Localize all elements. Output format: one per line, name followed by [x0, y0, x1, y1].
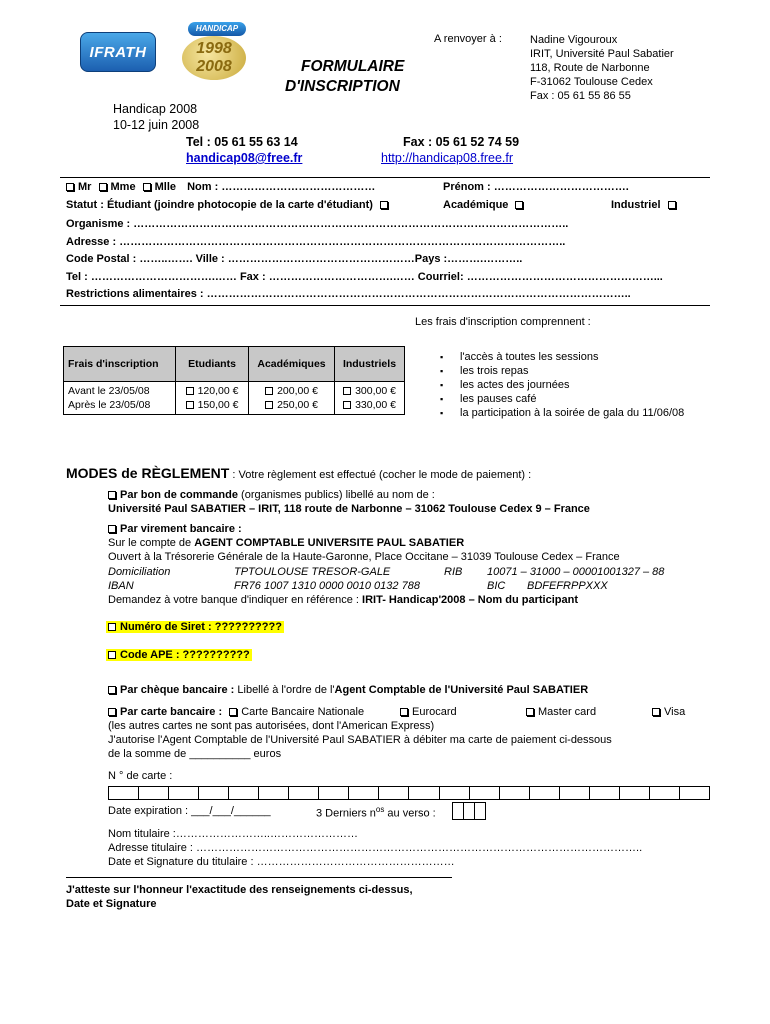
fee-value: 330,00 €: [355, 399, 396, 411]
attestation-signature: Date et Signature: [66, 898, 157, 910]
fee-checkbox[interactable]: [343, 387, 351, 395]
logo-year-1998: 1998: [196, 40, 232, 57]
logo-year-2008: 2008: [196, 58, 232, 75]
website-link[interactable]: http://handicap08.free.fr: [381, 151, 514, 165]
ape-checkbox[interactable]: [108, 651, 116, 659]
form-title: [285, 57, 404, 97]
virement-checkbox[interactable]: [108, 525, 116, 533]
reference-line: [108, 594, 578, 606]
bon-text: (organismes publics) libellé au nom de :: [237, 489, 435, 501]
statut-row: [66, 199, 392, 211]
ape-line: [106, 649, 252, 661]
tel-fax-courriel-field[interactable]: Tel : …………………………….…… Fax : …………………………….…… Courriel: ……………………………………………...: [66, 271, 663, 283]
event-info: [113, 101, 199, 133]
address-line: IRIT, Université Paul Sabatier: [530, 48, 674, 60]
visa-label: Visa: [664, 706, 686, 718]
fees-header: Académiques: [249, 347, 335, 382]
fee-checkbox[interactable]: [343, 401, 351, 409]
mlle-label: Mlle: [154, 181, 177, 193]
fee-cell: [176, 398, 249, 415]
fees-header: Frais d'inscription: [64, 347, 176, 382]
cheque-payee: Agent Comptable de l'Université Paul SABATIER: [334, 684, 589, 696]
cvv-label-text: 3 Derniers n: [316, 807, 376, 820]
cvv-label-post: au verso :: [384, 807, 436, 820]
ape-text: Code APE : ??????????: [120, 649, 250, 661]
rib-value: 10071 – 31000 – 00001001327 – 88: [487, 566, 665, 578]
cheque-option: [108, 684, 588, 696]
bon-commande-option: [108, 489, 435, 501]
virement-compte-label: Sur le compte de: [108, 537, 195, 549]
event-dates: 10-12 juin 2008: [113, 118, 200, 132]
cvv-label: [316, 805, 436, 820]
cheque-text: Libellé à l'ordre de l': [234, 684, 335, 696]
industriel-label: Industriel: [611, 199, 661, 211]
list-item: ▪ les actes des journées: [440, 378, 684, 392]
virement-tresorerie: Ouvert à la Trésorerie Générale de la Haute-Garonne, Place Occitane – 31039 Toulouse Cedex – France: [108, 551, 620, 563]
expiration-field[interactable]: Date expiration : ___/___/______: [108, 805, 271, 817]
industriel-checkbox[interactable]: [668, 201, 676, 209]
handicap-logo-years: [182, 36, 246, 80]
carte-option: [108, 706, 364, 718]
bon-commande-checkbox[interactable]: [108, 491, 116, 499]
cvv-grid[interactable]: [452, 802, 486, 820]
mastercard-option: [526, 706, 596, 718]
eurocard-checkbox[interactable]: [400, 708, 408, 716]
restrictions-field[interactable]: Restrictions alimentaires : ……………………………………………………………………………………………………..: [66, 288, 631, 300]
payment-title: MODES de RÈGLEMENT: [66, 465, 230, 481]
carte-title: Par carte bancaire :: [120, 706, 223, 718]
fees-intro: Les frais d'inscription comprennent :: [415, 316, 591, 328]
fee-checkbox[interactable]: [265, 401, 273, 409]
iban-label: IBAN: [108, 580, 134, 592]
bic-label: BIC: [487, 580, 506, 592]
fees-period: Après le 23/05/08: [64, 398, 176, 415]
bon-address: Université Paul SABATIER – IRIT, 118 route de Narbonne – 31062 Toulouse Cedex 9 – France: [108, 503, 590, 515]
adresse-titulaire-field[interactable]: Adresse titulaire : …………………………………………………………………………………………………………..: [108, 842, 643, 854]
title-line1: FORMULAIRE: [301, 58, 405, 75]
payment-note: : Votre règlement est effectué (cocher le mode de paiement) :: [229, 469, 532, 481]
mr-label: Mr: [78, 181, 92, 193]
table-row: [64, 398, 405, 415]
academique-option: [443, 199, 527, 211]
fees-includes-list: [440, 350, 684, 420]
list-item: ▪ les pauses café: [440, 392, 684, 406]
eurocard-option: [400, 706, 457, 718]
tel-number: Tel : 05 61 55 63 14: [186, 135, 298, 149]
mr-checkbox[interactable]: [66, 183, 74, 191]
return-label: A renvoyer à :: [434, 33, 502, 45]
fee-cell: [335, 398, 405, 415]
list-item: ▪ les trois repas: [440, 364, 684, 378]
fees-period: Avant le 23/05/08: [64, 382, 176, 399]
cheque-title: Par chèque bancaire :: [120, 684, 235, 696]
card-number-grid[interactable]: [108, 786, 710, 800]
fee-value: 300,00 €: [355, 385, 396, 397]
rib-label: RIB: [444, 566, 463, 578]
adresse-field[interactable]: Adresse : …………………………………………………………………………………………………………..: [66, 236, 566, 248]
industriel-option: [611, 199, 680, 211]
carte-note: (les autres cartes ne sont pas autorisées, dont l'American Express): [108, 720, 435, 732]
fee-cell: [335, 382, 405, 399]
divider: [60, 305, 710, 306]
virement-option: [108, 523, 242, 535]
siret-highlight: [106, 621, 284, 633]
bon-title: Par bon de commande: [120, 489, 238, 501]
fee-value: 250,00 €: [277, 399, 318, 411]
ifrath-logo: IFRATH: [80, 32, 156, 72]
fee-checkbox[interactable]: [186, 387, 194, 395]
iban-value: FR76 1007 1310 0000 0010 0132 788: [234, 580, 420, 592]
payment-heading: [66, 465, 531, 481]
fees-table: [63, 346, 405, 415]
visa-option: [652, 706, 685, 718]
fee-checkbox[interactable]: [186, 401, 194, 409]
carte-checkbox[interactable]: [108, 708, 116, 716]
domiciliation-value: TPTOULOUSE TRESOR-GALE: [234, 566, 391, 578]
list-item: ▪ l'accès à toutes les sessions: [440, 350, 684, 364]
numero-carte-label: N ° de carte :: [108, 770, 173, 782]
nom-field[interactable]: Nom : ……………………………………: [187, 181, 376, 193]
handicap-logo-ribbon: HANDICAP: [188, 22, 246, 36]
siret-checkbox[interactable]: [108, 623, 116, 631]
mlle-checkbox[interactable]: [143, 183, 151, 191]
reference-value: IRIT- Handicap'2008 – Nom du participant: [362, 594, 578, 606]
cb-nationale-checkbox[interactable]: [229, 708, 237, 716]
autorisation-text: J'autorise l'Agent Comptable de l'Université Paul SABATIER à débiter ma carte de paiement ci-dessous: [108, 734, 612, 746]
code-postal-field[interactable]: Code Postal : ……..……. Ville : ……………………………………………Pays :……….………..: [66, 253, 523, 265]
fee-value: 120,00 €: [197, 385, 239, 397]
handicap-logo: [178, 20, 250, 82]
cheque-checkbox[interactable]: [108, 686, 116, 694]
statut-label: Statut : Étudiant (joindre photocopie de la carte d'étudiant): [66, 199, 373, 211]
cb-nationale-label: Carte Bancaire Nationale: [241, 706, 365, 718]
address-line: Fax : 05 61 55 86 55: [530, 90, 631, 102]
bic-value: BDFEFRPPXXX: [527, 580, 608, 592]
academique-label: Académique: [443, 199, 509, 211]
civility-row: [66, 181, 375, 193]
etudiant-checkbox[interactable]: [380, 201, 388, 209]
mastercard-label: Master card: [538, 706, 597, 718]
cvv-label-sup: os: [375, 805, 385, 814]
fees-header: Industriels: [335, 347, 405, 382]
fee-cell: [249, 398, 335, 415]
attestation: [66, 883, 413, 911]
attestation-text: J'atteste sur l'honneur l'exactitude des renseignements ci-dessus,: [66, 884, 413, 896]
fee-checkbox[interactable]: [265, 387, 273, 395]
siret-text: Numéro de Siret : ??????????: [120, 621, 282, 633]
reference-label: Demandez à votre banque d'indiquer en référence :: [108, 594, 363, 606]
address-line: 118, Route de Narbonne: [530, 62, 650, 74]
fax-number: Fax : 05 61 52 74 59: [403, 135, 520, 149]
fee-cell: [249, 382, 335, 399]
divider: [60, 177, 710, 178]
somme-field[interactable]: de la somme de __________ euros: [108, 748, 282, 760]
siret-line: [106, 621, 284, 633]
virement-compte: [108, 537, 464, 549]
fee-value: 200,00 €: [277, 385, 318, 397]
virement-compte-name: AGENT COMPTABLE UNIVERSITE PAUL SABATIER: [194, 537, 465, 549]
return-address: [530, 33, 674, 103]
ape-highlight: [106, 649, 252, 661]
visa-checkbox[interactable]: [652, 708, 660, 716]
domiciliation-label: Domiciliation: [108, 566, 171, 578]
fee-value: 150,00 €: [197, 399, 239, 411]
academique-checkbox[interactable]: [515, 201, 523, 209]
table-row: [64, 382, 405, 399]
prenom-field[interactable]: Prénom : ……………………………….: [443, 181, 629, 193]
mme-checkbox[interactable]: [99, 183, 107, 191]
address-line: F-31062 Toulouse Cedex: [530, 76, 653, 88]
email-link[interactable]: handicap08@free.fr: [186, 151, 303, 165]
virement-title: Par virement bancaire :: [120, 523, 242, 535]
address-line: Nadine Vigouroux: [530, 34, 618, 46]
mme-label: Mme: [110, 181, 136, 193]
fees-header: Etudiants: [176, 347, 249, 382]
title-line2: D'INSCRIPTION: [285, 78, 400, 95]
organisme-field[interactable]: Organisme : ………………………………………………………………………………………………………..: [66, 218, 569, 230]
mastercard-checkbox[interactable]: [526, 708, 534, 716]
eurocard-label: Eurocard: [412, 706, 457, 718]
date-signature-field[interactable]: Date et Signature du titulaire : ………………………………………………: [108, 856, 455, 868]
signature-rule: [66, 877, 452, 878]
list-item: ▪ la participation à la soirée de gala du 11/06/08: [440, 406, 684, 420]
nom-titulaire-field[interactable]: Nom titulaire :……………………..……………………: [108, 828, 358, 840]
fee-cell: [176, 382, 249, 399]
event-name: Handicap 2008: [113, 102, 198, 116]
